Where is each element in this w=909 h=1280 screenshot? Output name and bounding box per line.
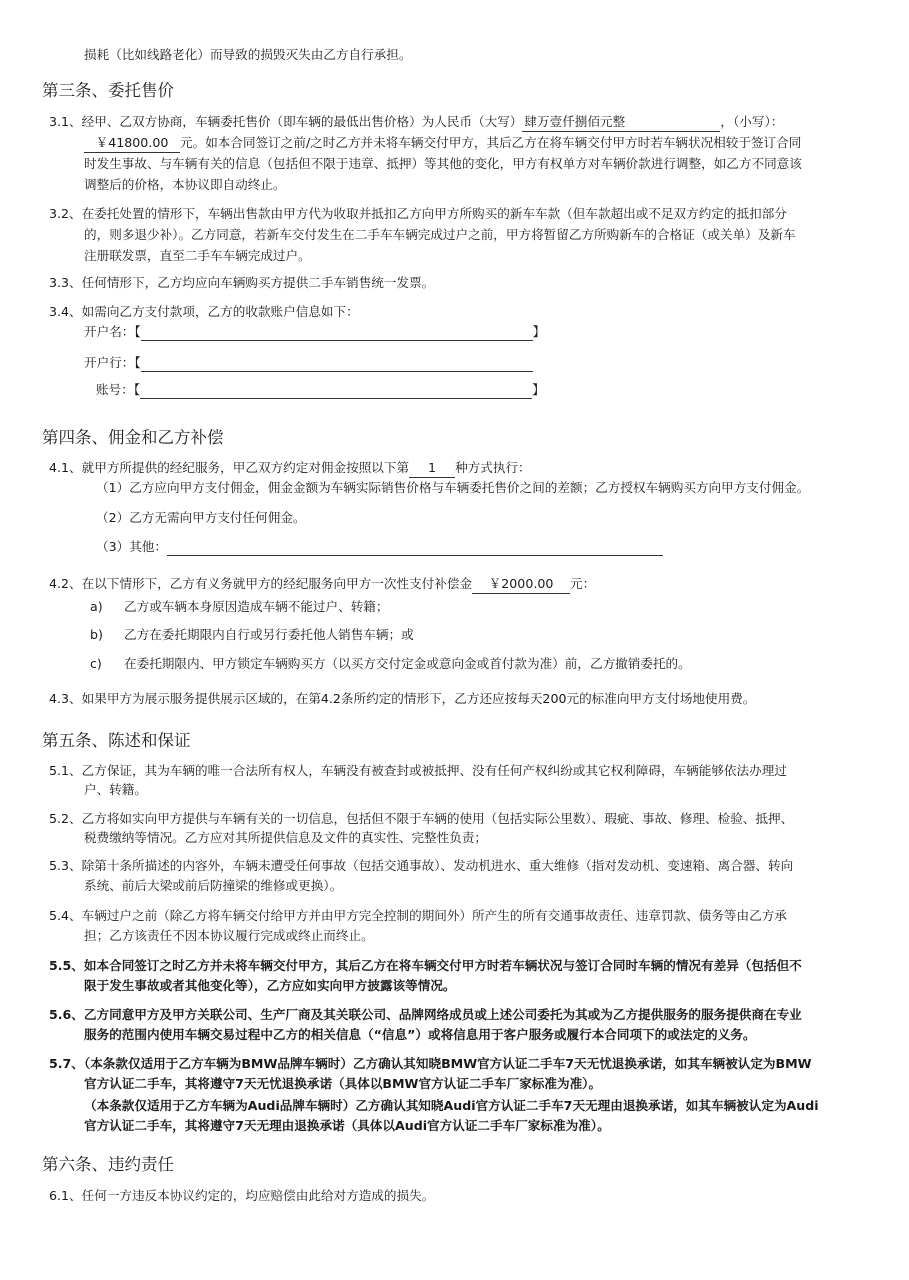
clause-text: 在以下情形下，乙方有义务就甲方的经纪服务向甲方一次性支付补偿金 [81,576,473,591]
clause-text: 如本合同签订之时乙方并未将车辆交付甲方，其后乙方在将车辆交付甲方时若车辆状况与签订合同时车辆的情况有差异（包括但不 [83,958,802,973]
clause-text: 任何一方违反本协议约定的，均应赔偿由此给对方造成的损失。 [81,1188,435,1203]
account-bank-label: 开户行： [84,355,135,370]
clause-text: 如果甲方为展示服务提供展示区域的，在第4.2条所约定的情形下，乙方还应按每天200元的标准向甲方支付场地使用费。 [81,691,756,706]
price-lowercase-field: ￥41800.00 [84,134,180,153]
clause-4-1-line-1 [49,459,531,478]
commission-option-field: 1 [409,459,455,478]
clause-3-1-line-3: 时发生事故、与车辆有关的信息（包括但不限于违章、抵押）等其他的变化，甲方有权单方对车辆价款进行调整，如乙方不同意该 [84,156,802,171]
bracket-left: 【 [133,382,141,397]
clause-text: ，（小写）： [720,114,784,129]
commission-option-3 [96,538,663,556]
clause-number: 5.2、 [49,811,82,826]
clause-number: 4.2、 [49,576,82,591]
commission-option-1: （1）乙方应向甲方支付佣金，佣金金额为车辆实际销售价格与车辆委托售价之间的差额；乙方授权车辆购买方向甲方支付佣金。 [96,480,810,495]
clause-text: 任何情形下，乙方均应向车辆购买方提供二手车销售统一发票。 [81,275,435,290]
clause-4-3 [49,690,755,708]
account-name-label: 开户名： [84,324,135,339]
clause-number: 6.1、 [49,1188,82,1203]
clause-3-4-line-1 [49,303,359,321]
clause-4-2-item-c [90,655,691,673]
clause-3-2-line-2: 的，则多退少补）。乙方同意，若新车交付发生在二手车车辆完成过户之前，甲方将暂留乙方所购新车的合格证（或关单）及新车 [84,227,796,242]
clause-5-5-line-1 [49,957,802,975]
clause-3-2-line-1 [49,205,787,223]
account-name-field[interactable] [141,325,533,341]
clause-4-2-line-1 [49,575,595,594]
clause-text: 乙方同意甲方及甲方关联公司、生产厂商及其关联公司、品牌网络成员或上述公司委托为其或为乙方提供服务的服务提供商在专业 [83,1007,802,1022]
clause-number: 5.7、 [49,1056,84,1071]
clause-5-2-line-2: 税费缴纳等情况。乙方应对其所提供信息及文件的真实性、完整性负责； [84,830,487,845]
item-marker: c) [90,656,102,671]
clause-text: 就甲方所提供的经纪服务，甲乙双方约定对佣金按照以下第 [81,460,410,475]
clause-5-3-line-1 [49,857,793,875]
clause-number: 5.6、 [49,1007,84,1022]
clause-number: 4.3、 [49,691,82,706]
clause-text: 除第十条所描述的内容外，车辆未遭受任何事故（包括交通事故）、发动机进水、重大维修（指对发动机、变速箱、离合器、转向 [81,858,794,873]
clause-5-5-line-2: 限于发生事故或者其他变化等），乙方应如实向甲方披露该等情况。 [84,978,456,993]
clause-number: 3.2、 [49,206,82,221]
clause-5-1-line-1 [49,762,787,780]
account-number-field[interactable] [140,383,532,399]
clause-5-1-line-2: 户、转籍。 [84,782,147,797]
clause-text: （3）其他： [96,539,167,554]
clause-number: 4.1、 [49,460,82,475]
clause-5-7-line-2: 官方认证二手车，其将遵守7天无忧退换承诺（具体以BMW官方认证二手车厂家标准为准）。 [84,1076,602,1091]
clause-6-1 [49,1187,434,1205]
clause-5-4-line-2: 担；乙方该责任不因本协议履行完成或终止而终止。 [84,928,374,943]
article-5-heading: 第五条、陈述和保证 [42,731,191,750]
item-marker: a) [90,599,103,614]
article-3-heading: 第三条、委托售价 [42,81,174,100]
other-option-field[interactable] [167,540,663,556]
clause-text: （本条款仅适用于乙方车辆为BMW品牌车辆时）乙方确认其知晓BMW官方认证二手车7天无忧退换承诺，如其车辆被认定为BMW [83,1056,812,1071]
clause-3-1-line-4: 调整后的价格，本协议即自动终止。 [84,177,286,192]
clause-3-1-line-2 [84,134,801,153]
clause-3-1-line-1 [49,113,783,132]
account-bank-field[interactable] [141,356,533,372]
clause-text: 种方式执行： [455,460,531,475]
clause-text: 元。如本合同签订之前/之时乙方并未将车辆交付甲方，其后乙方在将车辆交付甲方时若车辆状况相较于签订合同 [180,135,802,150]
clause-text: 乙方保证，其为车辆的唯一合法所有权人，车辆没有被查封或被抵押、没有任何产权纠纷或其它权利障碍，车辆能够依法办理过 [81,763,787,778]
article-4-heading: 第四条、佣金和乙方补偿 [42,428,224,447]
clause-text: 在委托期限内、甲方锁定车辆购买方（以买方交付定金或意向金或首付款为准）前，乙方撤销委托的。 [124,656,691,671]
clause-3-2-line-3: 注册联发票，直至二手车车辆完成过户。 [84,248,311,263]
bracket-left: 【 [134,355,141,370]
clause-text: 乙方或车辆本身原因造成车辆不能过户、转籍； [124,599,389,614]
clause-text: 乙方将如实向甲方提供与车辆有关的一切信息，包括但不限于车辆的使用（包括实际公里数）、瑕疵、事故、修理、检验、抵押、 [81,811,794,826]
clause-4-2-item-b [90,626,414,644]
clause-4-2-item-a [90,598,388,616]
item-marker: b) [90,627,103,642]
commission-option-2: （2）乙方无需向甲方支付任何佣金。 [96,510,306,525]
article-6-heading: 第六条、违约责任 [42,1155,174,1174]
account-bank-row [84,354,533,372]
account-number-label: 账号： [96,382,134,397]
clause-text: 如需向乙方支付款项，乙方的收款账户信息如下： [81,304,359,319]
clause-text: 车辆过户之前（除乙方将车辆交付给甲方并由甲方完全控制的期间外）所产生的所有交通事故责任、违章罚款、债务等由乙方承 [81,908,787,923]
clause-5-2-line-1 [49,810,793,828]
clause-5-6-line-1 [49,1006,802,1024]
clause-number: 5.5、 [49,958,84,973]
clause-5-7-line-3: （本条款仅适用于乙方车辆为Audi品牌车辆时）乙方确认其知晓Audi官方认证二手车7天无理由退换承诺，如其车辆被认定为Audi [84,1098,819,1113]
account-name-row [84,323,545,341]
price-uppercase-field: 肆万壹仟捌佰元整 [522,113,720,132]
account-number-row [96,381,545,399]
clause-5-7-line-1 [49,1055,812,1073]
clause-5-3-line-2: 系统、前后大梁或前后防撞梁的维修或更换）。 [84,878,343,893]
bracket-right: 】 [532,324,546,339]
bracket-left: 【 [134,324,141,339]
bracket-right: 】 [532,382,545,397]
clause-number: 3.4、 [49,304,82,319]
clause-number: 5.4、 [49,908,82,923]
clause-5-4-line-1 [49,907,787,925]
compensation-amount-field: ￥2000.00 [472,575,570,594]
clause-text: 经甲、乙双方协商，车辆委托售价（即车辆的最低出售价格）为人民币（大写） [81,114,523,129]
clause-text: 乙方在委托期限内自行或另行委托他人销售车辆；或 [124,627,414,642]
clause-number: 5.3、 [49,858,82,873]
clause-5-7-line-4: 官方认证二手车，其将遵守7天无理由退换承诺（具体以Audi官方认证二手车厂家标准为准）。 [84,1118,610,1133]
clause-number: 5.1、 [49,763,82,778]
clause-text: 在委托处置的情形下，车辆出售款由甲方代为收取并抵扣乙方向甲方所购买的新车车款（但车款超出或不足双方约定的抵扣部分 [81,206,787,221]
clause-text: 元： [570,576,596,591]
clause-3-3 [49,274,434,292]
clause-number: 3.1、 [49,114,82,129]
clause-number: 3.3、 [49,275,82,290]
carryover-text: 损耗（比如线路老化）而导致的损毁灭失由乙方自行承担。 [84,47,412,62]
clause-5-6-line-2: 服务的范围内使用车辆交易过程中乙方的相关信息（“信息”）或将信息用于客户服务或履行本合同项下的或法定的义务。 [84,1027,756,1042]
